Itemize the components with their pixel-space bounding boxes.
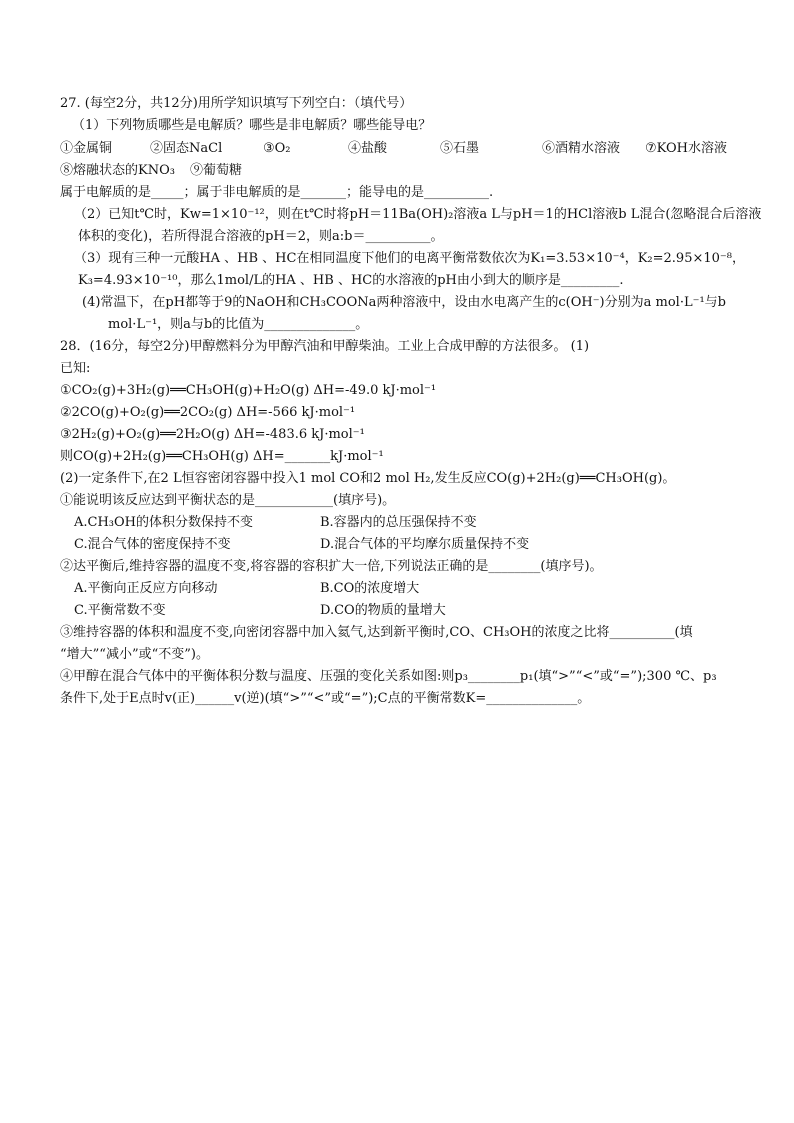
equation-3: ③2H₂(g)+O₂(g)══2H₂O(g) ΔH=-483.6 kJ·mol⁻¹ — [60, 427, 365, 442]
q28-question-a: ①能说明该反应达到平衡状态的是____________(填序号)。 — [60, 493, 396, 508]
q-b-option-b: B.CO的浓度增大 — [320, 581, 420, 596]
option-3: ③O₂ — [263, 141, 291, 156]
q-a-option-b: B.容器内的总压强保持不变 — [320, 515, 477, 530]
option-5: ⑤石墨 — [440, 141, 480, 156]
q-b-option-a: A.平衡向正反应方向移动 — [74, 581, 218, 596]
q27-sub2-line2: 体积的变化)，若所得混合溶液的pH＝2，则a:b＝__________。 — [78, 229, 444, 244]
q27-fill1: 属于电解质的是_____；属于非电解质的是_______；能导电的是__________. — [60, 185, 494, 200]
q28-question-c-line2: “增大”“减小”或“不变”)。 — [60, 647, 209, 662]
q28-part2: (2)一定条件下,在2 L恒容密闭容器中投入1 mol CO和2 mol H₂,发生反应CO(g)+2H₂(g)══CH₃OH(g)。 — [60, 471, 676, 486]
q28-question-d-line1: ④甲醇在混合气体中的平衡体积分数与温度、压强的变化关系如图:则p₃________p₁(填“>”“<”或“=”);300 ℃、p₃ — [60, 669, 717, 684]
option-8: ⑧熔融状态的KNO₃ — [60, 163, 175, 178]
q27-header: 27. (每空2分，共12分)用所学知识填写下列空白：（填代号） — [60, 96, 413, 111]
q28-known: 已知: — [60, 361, 91, 376]
equation-target: 则CO(g)+2H₂(g)══CH₃OH(g) ΔH=_______kJ·mol⁻¹ — [60, 449, 384, 464]
equation-2: ②2CO(g)+O₂(g)══2CO₂(g) ΔH=-566 kJ·mol⁻¹ — [60, 405, 356, 420]
q28-header: 28．(16分，每空2分)甲醇燃料分为甲醇汽油和甲醇柴油。工业上合成甲醇的方法很多。 (1) — [60, 339, 590, 354]
q28-question-c-line1: ③维持容器的体积和温度不变,向密闭容器中加入氦气,达到新平衡时,CO、CH₃OH的浓度之比将__________(填 — [60, 625, 693, 640]
q-b-option-c: C.平衡常数不变 — [74, 603, 166, 618]
option-9: ⑨葡萄糖 — [190, 163, 243, 178]
q27-sub1-title: （1）下列物质哪些是电解质？哪些是非电解质？哪些能导电？ — [72, 118, 432, 133]
q28-question-d-line2: 条件下,处于E点时v(正)______v(逆)(填“>”“<”或“=”);C点的平衡常数K=______________。 — [60, 691, 591, 706]
option-6: ⑥酒精水溶液 — [542, 141, 621, 156]
q27-sub3-line1: （3）现有三种一元酸HA 、HB 、HC在相同温度下他们的电离平衡常数依次为K₁=3.53×10⁻⁴，K₂=2.95×10⁻⁸， — [74, 251, 745, 266]
q-a-option-d: D.混合气体的平均摩尔质量保持不变 — [320, 537, 530, 552]
q28-question-b: ②达平衡后,维持容器的温度不变,将容器的容积扩大一倍,下列说法正确的是________(填序号)。 — [60, 559, 603, 574]
q-a-option-a: A.CH₃OH的体积分数保持不变 — [74, 515, 254, 530]
option-4: ④盐酸 — [348, 141, 388, 156]
q27-sub4-line2: mol·L⁻¹，则a与b的比值为______________。 — [108, 317, 369, 332]
option-2: ②固态NaCl — [150, 141, 223, 156]
q-a-option-c: C.混合气体的密度保持不变 — [74, 537, 231, 552]
q27-sub4-line1: (4)常温下，在pH都等于9的NaOH和CH₃COONa两种溶液中，设由水电离产生的c(OH⁻)分别为a mol·L⁻¹与b — [82, 295, 726, 310]
q-b-option-d: D.CO的物质的量增大 — [320, 603, 446, 618]
q27-sub2-line1: （2）已知t℃时，Kw=1×10⁻¹²，则在t℃时将pH＝11Ba(OH)₂溶液a L与pH＝1的HCl溶液b L混合(忽略混合后溶液 — [74, 207, 762, 222]
equation-1: ①CO₂(g)+3H₂(g)══CH₃OH(g)+H₂O(g) ΔH=-49.0 kJ·mol⁻¹ — [60, 383, 437, 398]
q27-sub3-line2: K₃=4.93×10⁻¹⁰，那么1mol/L的HA 、HB 、HC的水溶液的pH由小到大的顺序是_________. — [78, 273, 624, 288]
option-1: ①金属铜 — [60, 141, 113, 156]
option-7: ⑦KOH水溶液 — [645, 141, 728, 156]
